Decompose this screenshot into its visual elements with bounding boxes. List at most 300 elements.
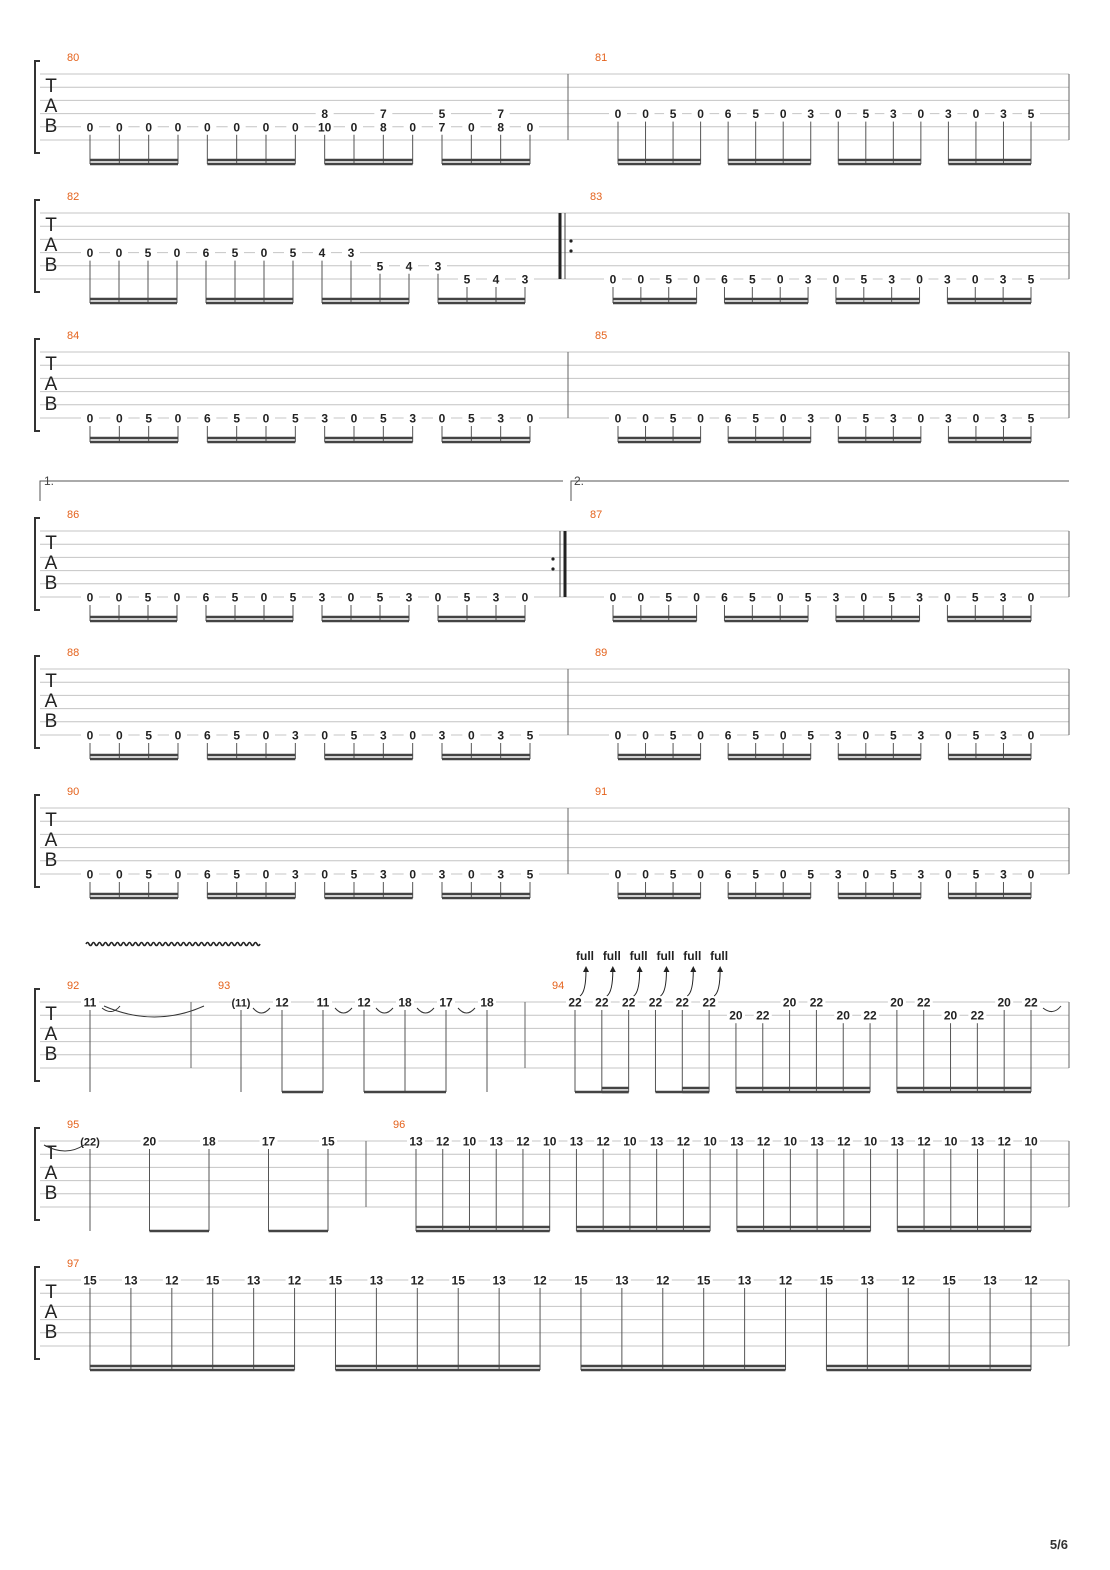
- fret-number: 5: [233, 728, 241, 743]
- measure-number: 97: [67, 1258, 80, 1270]
- fret-number: 3: [497, 728, 505, 743]
- fret-number: 0: [917, 107, 925, 122]
- fret-number: 5: [289, 590, 297, 605]
- fret-number: 10: [944, 1134, 958, 1149]
- system-bracket: [35, 795, 40, 887]
- fret-number: 12: [165, 1273, 179, 1288]
- fret-number: 10: [462, 1134, 477, 1149]
- tie-arc: [1043, 1006, 1061, 1012]
- fret-number: 0: [115, 867, 123, 882]
- measure-number: 90: [67, 786, 80, 798]
- fret-number: 3: [807, 107, 815, 122]
- tab-clef-letter: A: [44, 830, 58, 851]
- fret-number: 18: [480, 995, 494, 1010]
- bend-label: full: [710, 949, 729, 963]
- fret-number: 3: [916, 590, 923, 605]
- tab-clef-letter: B: [44, 711, 58, 732]
- tab-clef-letter: T: [45, 671, 57, 692]
- fret-number: 0: [115, 590, 123, 605]
- fret-number: 20: [729, 1008, 743, 1023]
- fret-number: 3: [321, 411, 329, 426]
- fret-number: 6: [202, 590, 210, 605]
- fret-number: 0: [174, 120, 182, 135]
- fret-number: 3: [291, 728, 299, 743]
- bend-arrowhead: [717, 966, 723, 972]
- fret-number: 3: [347, 246, 355, 261]
- fret-number: 12: [533, 1273, 547, 1288]
- fret-number: 5: [438, 107, 446, 122]
- tie-arc: [335, 1008, 352, 1013]
- fret-number: 0: [614, 107, 622, 122]
- fret-number: 13: [569, 1134, 584, 1149]
- bend-label: full: [602, 949, 621, 963]
- fret-number: 0: [434, 590, 442, 605]
- fret-number: 0: [438, 411, 446, 426]
- fret-number: 3: [318, 590, 326, 605]
- measure-number: 84: [67, 330, 80, 342]
- fret-number: (11): [231, 997, 251, 1010]
- fret-number: 17: [439, 995, 453, 1010]
- fret-number: 3: [917, 728, 925, 743]
- fret-number: 5: [467, 411, 475, 426]
- tab-clef-letter: T: [45, 354, 57, 375]
- fret-number: 0: [1027, 728, 1035, 743]
- fret-number: 0: [260, 246, 268, 261]
- fret-number: 5: [1027, 107, 1035, 122]
- fret-number: 0: [1027, 867, 1035, 882]
- fret-number: 3: [807, 411, 815, 426]
- fret-number: 0: [291, 120, 299, 135]
- fret-number: 12: [837, 1134, 851, 1149]
- fret-number: 3: [438, 867, 446, 882]
- fret-number: 0: [779, 867, 787, 882]
- fret-number: 0: [409, 120, 417, 135]
- volta-label: 2.: [574, 474, 585, 488]
- fret-number: 5: [972, 728, 980, 743]
- fret-number: 5: [291, 411, 299, 426]
- fret-number: 20: [997, 995, 1011, 1010]
- fret-number: 12: [1024, 1273, 1038, 1288]
- fret-number: 8: [379, 120, 387, 135]
- measure-number: 80: [67, 52, 80, 64]
- fret-number: 5: [748, 272, 756, 287]
- fret-number: 7: [497, 107, 505, 122]
- fret-number: 13: [890, 1134, 904, 1149]
- fret-number: 0: [697, 728, 704, 743]
- tab-clef-letter: T: [45, 1004, 57, 1025]
- fret-number: 0: [779, 728, 787, 743]
- fret-number: 6: [724, 107, 732, 122]
- fret-number: 13: [649, 1134, 664, 1149]
- fret-number: 22: [1024, 995, 1038, 1010]
- volta-bracket: [40, 481, 563, 501]
- fret-number: 0: [972, 107, 980, 122]
- fret-number: 3: [291, 867, 299, 882]
- repeat-dot: [551, 567, 554, 570]
- fret-number: 0: [779, 411, 787, 426]
- fret-number: 0: [174, 411, 182, 426]
- fret-number: 12: [410, 1273, 424, 1288]
- fret-number: 12: [357, 995, 371, 1010]
- fret-number: 3: [945, 107, 952, 122]
- fret-number: 0: [467, 867, 475, 882]
- fret-number: 0: [944, 590, 951, 605]
- fret-number: 12: [656, 1273, 670, 1288]
- fret-number: 22: [756, 1008, 770, 1023]
- measure-number: 95: [67, 1119, 80, 1131]
- fret-number: 5: [233, 867, 241, 882]
- fret-number: 13: [615, 1273, 629, 1288]
- fret-number: 13: [860, 1273, 875, 1288]
- fret-number: 3: [1000, 411, 1007, 426]
- fret-number: 0: [86, 411, 94, 426]
- fret-number: 15: [819, 1273, 834, 1288]
- system-bracket: [35, 1267, 40, 1359]
- fret-number: 5: [231, 246, 239, 261]
- fret-number: 22: [568, 995, 582, 1010]
- fret-number: 5: [1027, 411, 1035, 426]
- fret-number: 3: [945, 411, 952, 426]
- tab-clef-letter: B: [44, 116, 58, 137]
- tab-clef-letter: A: [44, 235, 58, 256]
- fret-number: 0: [262, 120, 270, 135]
- bend-arrowhead: [610, 966, 616, 972]
- fret-number: 5: [862, 107, 870, 122]
- measure-number: 94: [552, 980, 565, 992]
- measure-number: 89: [595, 647, 608, 659]
- fret-number: 7: [438, 120, 446, 135]
- fret-number: 5: [526, 728, 534, 743]
- repeat-dot: [551, 557, 554, 560]
- fret-number: 20: [836, 1008, 850, 1023]
- measure-number: 88: [67, 647, 80, 659]
- fret-number: 5: [804, 590, 812, 605]
- fret-number: 0: [350, 411, 358, 426]
- fret-number: 5: [752, 411, 760, 426]
- fret-number: 0: [971, 272, 979, 287]
- fret-number: 0: [834, 411, 842, 426]
- fret-number: 5: [144, 246, 152, 261]
- tie-arc: [458, 1008, 475, 1013]
- fret-number: 22: [917, 995, 931, 1010]
- tie-arc: [417, 1008, 434, 1013]
- fret-number: 3: [834, 867, 842, 882]
- fret-number: 0: [642, 107, 649, 122]
- fret-number: 0: [945, 728, 952, 743]
- fret-number: 0: [203, 120, 211, 135]
- fret-number: 12: [596, 1134, 610, 1149]
- system-bracket: [35, 1128, 40, 1220]
- measure-number: 91: [595, 786, 608, 798]
- fret-number: 15: [697, 1273, 711, 1288]
- fret-number: 20: [142, 1134, 157, 1149]
- fret-number: 3: [804, 272, 812, 287]
- fret-number: 4: [405, 259, 413, 274]
- measure-number: 85: [595, 330, 608, 342]
- bend-arrowhead: [663, 966, 669, 972]
- fret-number: 3: [888, 272, 896, 287]
- tab-clef-letter: A: [44, 1024, 58, 1045]
- fret-number: 5: [888, 590, 896, 605]
- fret-number: 13: [492, 1273, 506, 1288]
- fret-number: 0: [233, 120, 241, 135]
- tab-clef-letter: B: [44, 394, 58, 415]
- fret-number: 0: [86, 867, 94, 882]
- fret-number: 10: [783, 1134, 798, 1149]
- system-bracket: [35, 656, 40, 748]
- fret-number: 3: [1000, 107, 1007, 122]
- fret-number: 15: [451, 1273, 465, 1288]
- tab-clef-letter: A: [44, 96, 58, 117]
- fret-number: 0: [916, 272, 923, 287]
- fret-number: 5: [971, 590, 979, 605]
- fret-number: 0: [467, 120, 475, 135]
- fret-number: 11: [316, 995, 330, 1010]
- fret-number: 10: [623, 1134, 637, 1149]
- fret-number: 0: [86, 246, 94, 261]
- fret-number: 5: [665, 272, 673, 287]
- fret-number: 0: [945, 867, 952, 882]
- measure-number: 83: [590, 191, 603, 203]
- fret-number: 3: [832, 590, 840, 605]
- fret-number: 0: [173, 246, 181, 261]
- fret-number: 0: [174, 728, 182, 743]
- fret-number: 13: [737, 1273, 752, 1288]
- volta-bracket: [571, 481, 1069, 501]
- fret-number: 5: [862, 411, 870, 426]
- fret-number: 3: [999, 272, 1007, 287]
- fret-number: 0: [347, 590, 355, 605]
- fret-number: 5: [145, 728, 153, 743]
- fret-number: 13: [246, 1273, 261, 1288]
- fret-number: 13: [983, 1273, 997, 1288]
- system-bracket: [35, 989, 40, 1081]
- system-bracket: [35, 339, 40, 431]
- fret-number: 3: [1000, 728, 1007, 743]
- fret-number: 13: [124, 1273, 138, 1288]
- fret-number: 5: [231, 590, 239, 605]
- fret-number: 13: [369, 1273, 384, 1288]
- fret-number: 3: [1000, 867, 1007, 882]
- fret-number: 0: [693, 272, 700, 287]
- fret-number: 0: [614, 411, 622, 426]
- fret-number: 5: [748, 590, 756, 605]
- fret-number: 0: [862, 728, 870, 743]
- bend-curve: [580, 970, 586, 996]
- fret-number: 15: [83, 1273, 97, 1288]
- fret-number: 0: [115, 246, 123, 261]
- fret-number: 0: [350, 120, 358, 135]
- fret-number: 18: [202, 1134, 216, 1149]
- measure-number: 96: [393, 1119, 406, 1131]
- fret-number: 3: [917, 867, 925, 882]
- fret-number: 3: [379, 867, 387, 882]
- fret-number: 3: [889, 107, 897, 122]
- fret-number: 15: [942, 1273, 956, 1288]
- repeat-dot: [569, 239, 572, 242]
- fret-number: 0: [115, 120, 123, 135]
- fret-number: 0: [862, 867, 870, 882]
- tab-clef-letter: T: [45, 810, 57, 831]
- measure-number: 87: [590, 509, 603, 521]
- fret-number: 6: [724, 411, 732, 426]
- fret-number: 5: [807, 867, 815, 882]
- fret-number: 17: [261, 1134, 276, 1149]
- fret-number: 5: [463, 272, 471, 287]
- fret-number: 0: [467, 728, 475, 743]
- tab-clef-letter: T: [45, 76, 57, 97]
- fret-number: 5: [376, 259, 384, 274]
- fret-number: 3: [497, 411, 505, 426]
- fret-number: 6: [724, 728, 732, 743]
- system-bracket: [35, 518, 40, 610]
- fret-number: 12: [676, 1134, 691, 1149]
- fret-number: 0: [86, 590, 94, 605]
- fret-number: 3: [438, 728, 446, 743]
- fret-number: 0: [834, 107, 842, 122]
- fret-number: 15: [321, 1134, 335, 1149]
- fret-number: 0: [614, 728, 622, 743]
- fret-number: 0: [260, 590, 268, 605]
- page-number: 5/6: [1049, 1537, 1068, 1552]
- fret-number: 3: [944, 272, 951, 287]
- measure-number: 82: [67, 191, 80, 203]
- fret-number: 12: [516, 1134, 530, 1149]
- fret-number: 0: [115, 728, 123, 743]
- tab-clef-letter: A: [44, 374, 58, 395]
- fret-number: 5: [145, 411, 153, 426]
- fret-number: 6: [724, 867, 732, 882]
- fret-number: 5: [669, 411, 677, 426]
- fret-number: 5: [752, 728, 760, 743]
- fret-number: 22: [809, 995, 824, 1010]
- fret-number: 0: [526, 120, 534, 135]
- fret-number: 5: [860, 272, 868, 287]
- fret-number: (22): [80, 1136, 100, 1149]
- system-bracket: [35, 200, 40, 292]
- fret-number: 0: [609, 272, 617, 287]
- fret-number: 5: [526, 867, 534, 882]
- fret-number: 3: [999, 590, 1007, 605]
- fret-number: 3: [409, 411, 417, 426]
- fret-number: 22: [863, 1008, 877, 1023]
- fret-number: 3: [834, 728, 842, 743]
- fret-number: 12: [917, 1134, 931, 1149]
- fret-number: 3: [521, 272, 529, 287]
- bend-curve: [634, 970, 640, 996]
- fret-number: 6: [202, 246, 210, 261]
- fret-number: 20: [890, 995, 904, 1010]
- fret-number: 12: [778, 1273, 793, 1288]
- fret-number: 13: [730, 1134, 744, 1149]
- fret-number: 5: [752, 107, 760, 122]
- tab-clef-letter: A: [44, 553, 58, 574]
- fret-number: 15: [328, 1273, 343, 1288]
- fret-number: 3: [434, 259, 442, 274]
- fret-number: 12: [436, 1134, 450, 1149]
- bend-label: full: [576, 949, 594, 963]
- fret-number: 5: [463, 590, 471, 605]
- fret-number: 0: [145, 120, 153, 135]
- fret-number: 5: [379, 411, 387, 426]
- fret-number: 4: [492, 272, 500, 287]
- fret-number: 0: [697, 867, 704, 882]
- fret-number: 8: [321, 107, 329, 122]
- fret-number: 0: [776, 272, 784, 287]
- tie-arc: [376, 1008, 393, 1013]
- fret-number: 3: [497, 867, 505, 882]
- tab-clef-letter: T: [45, 1282, 57, 1303]
- fret-number: 6: [721, 590, 728, 605]
- fret-number: 0: [321, 728, 329, 743]
- fret-number: 15: [206, 1273, 220, 1288]
- fret-number: 0: [409, 867, 417, 882]
- tab-clef-letter: T: [45, 215, 57, 236]
- fret-number: 13: [489, 1134, 503, 1149]
- fret-number: 5: [889, 867, 897, 882]
- fret-number: 22: [675, 995, 689, 1010]
- fret-number: 5: [807, 728, 815, 743]
- fret-number: 3: [492, 590, 500, 605]
- fret-number: 0: [609, 590, 617, 605]
- fret-number: 13: [409, 1134, 423, 1149]
- measure-number: 86: [67, 509, 80, 521]
- fret-number: 8: [497, 120, 505, 135]
- tie-arc: [253, 1008, 270, 1013]
- fret-number: 0: [637, 590, 645, 605]
- fret-number: 12: [997, 1134, 1011, 1149]
- fret-number: 13: [810, 1134, 824, 1149]
- fret-number: 0: [832, 272, 840, 287]
- fret-number: 0: [321, 867, 329, 882]
- system-bracket: [35, 61, 40, 153]
- measure-number: 81: [595, 52, 608, 64]
- fret-number: 12: [901, 1273, 915, 1288]
- fret-number: 4: [318, 246, 326, 261]
- fret-number: 0: [776, 590, 784, 605]
- fret-number: 0: [642, 867, 649, 882]
- bend-curve: [607, 970, 613, 996]
- fret-number: 0: [86, 728, 94, 743]
- fret-number: 5: [752, 867, 760, 882]
- fret-number: 12: [756, 1134, 771, 1149]
- fret-number: 5: [669, 728, 677, 743]
- bend-label: full: [683, 949, 702, 963]
- fret-number: 12: [287, 1273, 302, 1288]
- fret-number: 3: [379, 728, 387, 743]
- fret-number: 11: [83, 995, 97, 1010]
- fret-number: 22: [970, 1008, 985, 1023]
- fret-number: 5: [669, 867, 677, 882]
- fret-number: 0: [526, 411, 534, 426]
- tab-clef-letter: B: [44, 850, 58, 871]
- fret-number: 5: [144, 590, 152, 605]
- fret-number: 10: [317, 120, 332, 135]
- fret-number: 18: [398, 995, 412, 1010]
- fret-number: 15: [574, 1273, 588, 1288]
- fret-number: 0: [115, 411, 123, 426]
- fret-number: 0: [860, 590, 868, 605]
- fret-number: 6: [203, 728, 211, 743]
- measure-number: 93: [218, 980, 231, 992]
- fret-number: 0: [779, 107, 787, 122]
- fret-number: 6: [203, 411, 211, 426]
- fret-number: 0: [697, 411, 704, 426]
- bend-arrowhead: [690, 966, 696, 972]
- fret-number: 5: [350, 728, 358, 743]
- fret-number: 5: [376, 590, 384, 605]
- fret-number: 0: [693, 590, 700, 605]
